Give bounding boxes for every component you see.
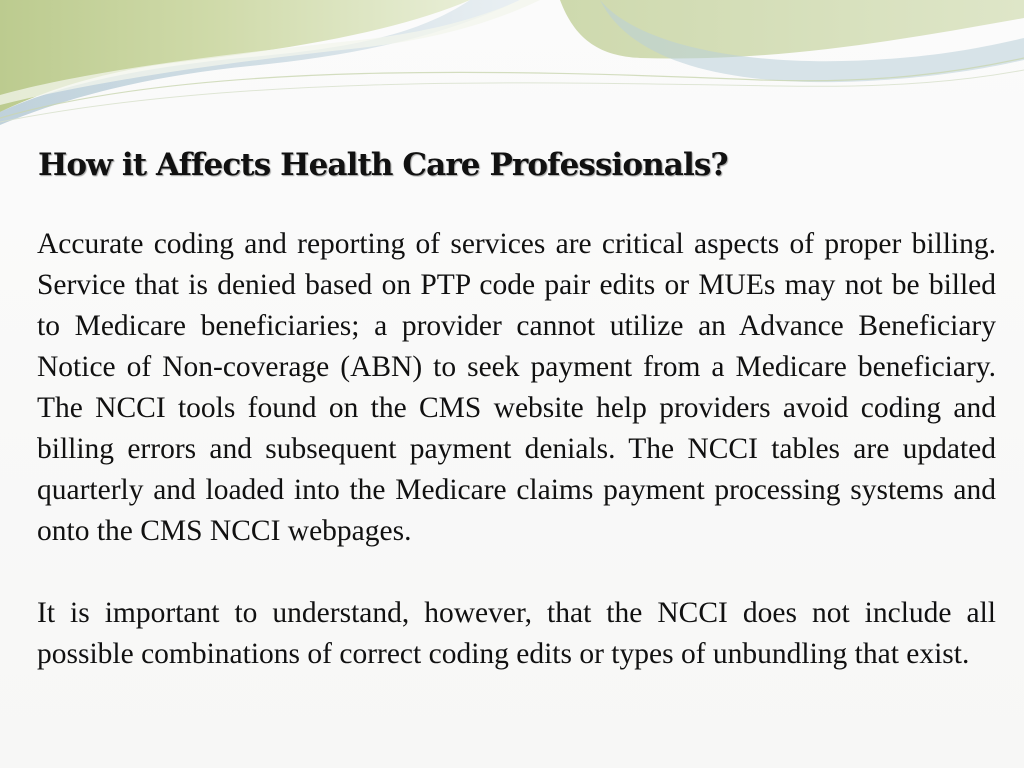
header-wave-decoration xyxy=(0,0,1024,125)
body-paragraph: Accurate coding and reporting of services are critical aspects of proper billing. Service that is denied based on PTP code pair edits or MUEs may not be billed to Medicare beneficiaries; a provider cannot utilize an Advance Beneficiary Notice of Non-coverage (ABN) to seek payment from a Medicare beneficiary. The NCCI tools found on the CMS website help providers avoid coding and billing errors and subsequent payment denials. The NCCI tables are updated quarterly and loaded into the Medicare claims payment processing systems and onto the CMS NCCI webpages. xyxy=(37,228,996,547)
slide-body xyxy=(37,224,996,675)
body-paragraph: It is important to understand, however, that the NCCI does not include all possible combinations of correct coding edits or types of unbundling that exist. xyxy=(37,597,996,670)
slide-title: How it Affects Health Care Professionals? xyxy=(38,147,728,183)
